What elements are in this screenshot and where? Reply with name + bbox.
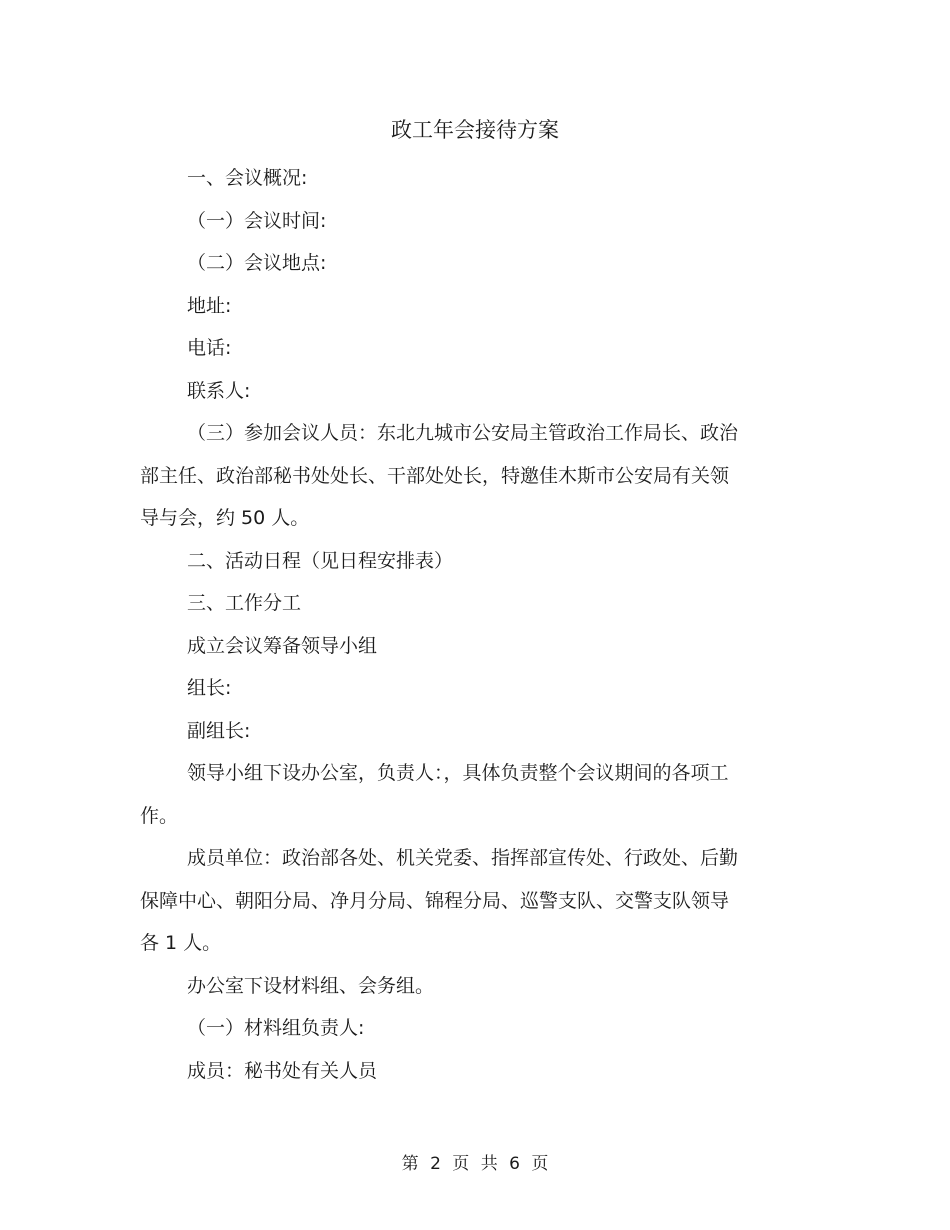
paragraph xyxy=(140,242,776,285)
paragraph-line: 三、工作分工 xyxy=(187,592,302,614)
paragraph-line: 办公室下设材料组、会务组。 xyxy=(187,974,435,997)
paragraph xyxy=(140,327,776,370)
paragraph-line: 组长: xyxy=(187,677,232,699)
paragraph xyxy=(140,540,776,583)
paragraph xyxy=(140,370,776,413)
paragraph xyxy=(140,837,776,965)
paragraph xyxy=(140,285,776,328)
paragraph-line: 联系人: xyxy=(187,379,251,402)
paragraph xyxy=(140,625,776,668)
document-body xyxy=(140,157,776,1092)
paragraph xyxy=(140,200,776,243)
page-number: 第 2 页 共 6 页 xyxy=(401,1154,549,1174)
paragraph-line: （一）材料组负责人: xyxy=(187,1017,365,1039)
paragraph-line: 部主任、政治部秘书处处长、干部处处长，特邀佳木斯市公安局有关领 xyxy=(140,464,730,487)
paragraph xyxy=(140,752,776,837)
paragraph xyxy=(140,412,776,540)
paragraph xyxy=(140,1050,776,1093)
paragraph-line: 保障中心、朝阳分局、净月分局、锦程分局、巡警支队、交警支队领导 xyxy=(140,889,730,912)
paragraph-line: （一）会议时间: xyxy=(187,209,327,232)
paragraph-line: 副组长: xyxy=(187,719,251,742)
paragraph xyxy=(140,965,776,1008)
paragraph-line: 领导小组下设办公室，负责人：，具体负责整个会议期间的各项工 xyxy=(187,762,729,784)
paragraph xyxy=(140,582,776,625)
paragraph-line: 导与会，约 50 人。 xyxy=(140,507,310,529)
paragraph-line: 成员：秘书处有关人员 xyxy=(187,1059,378,1082)
paragraph-line: （三）参加会议人员：东北九城市公安局主管政治工作局长、政治 xyxy=(187,422,739,444)
paragraph-line: 作。 xyxy=(140,804,179,827)
paragraph xyxy=(140,157,776,200)
paragraph-line: （二）会议地点: xyxy=(187,252,327,274)
paragraph-line: 电话: xyxy=(187,337,232,359)
paragraph xyxy=(140,1007,776,1050)
paragraph xyxy=(140,710,776,753)
paragraph-line: 各 1 人。 xyxy=(140,932,222,954)
paragraph xyxy=(140,667,776,710)
paragraph-line: 成员单位：政治部各处、机关党委、指挥部宣传处、行政处、后勤 xyxy=(187,847,739,869)
paragraph-line: 地址: xyxy=(187,294,232,317)
paragraph-line: 成立会议筹备领导小组 xyxy=(187,634,378,657)
paragraph-line: 二、活动日程（见日程安排表） xyxy=(187,549,454,572)
document-title: 政工年会接待方案 xyxy=(391,118,559,142)
paragraph-line: 一、会议概况: xyxy=(187,167,308,189)
